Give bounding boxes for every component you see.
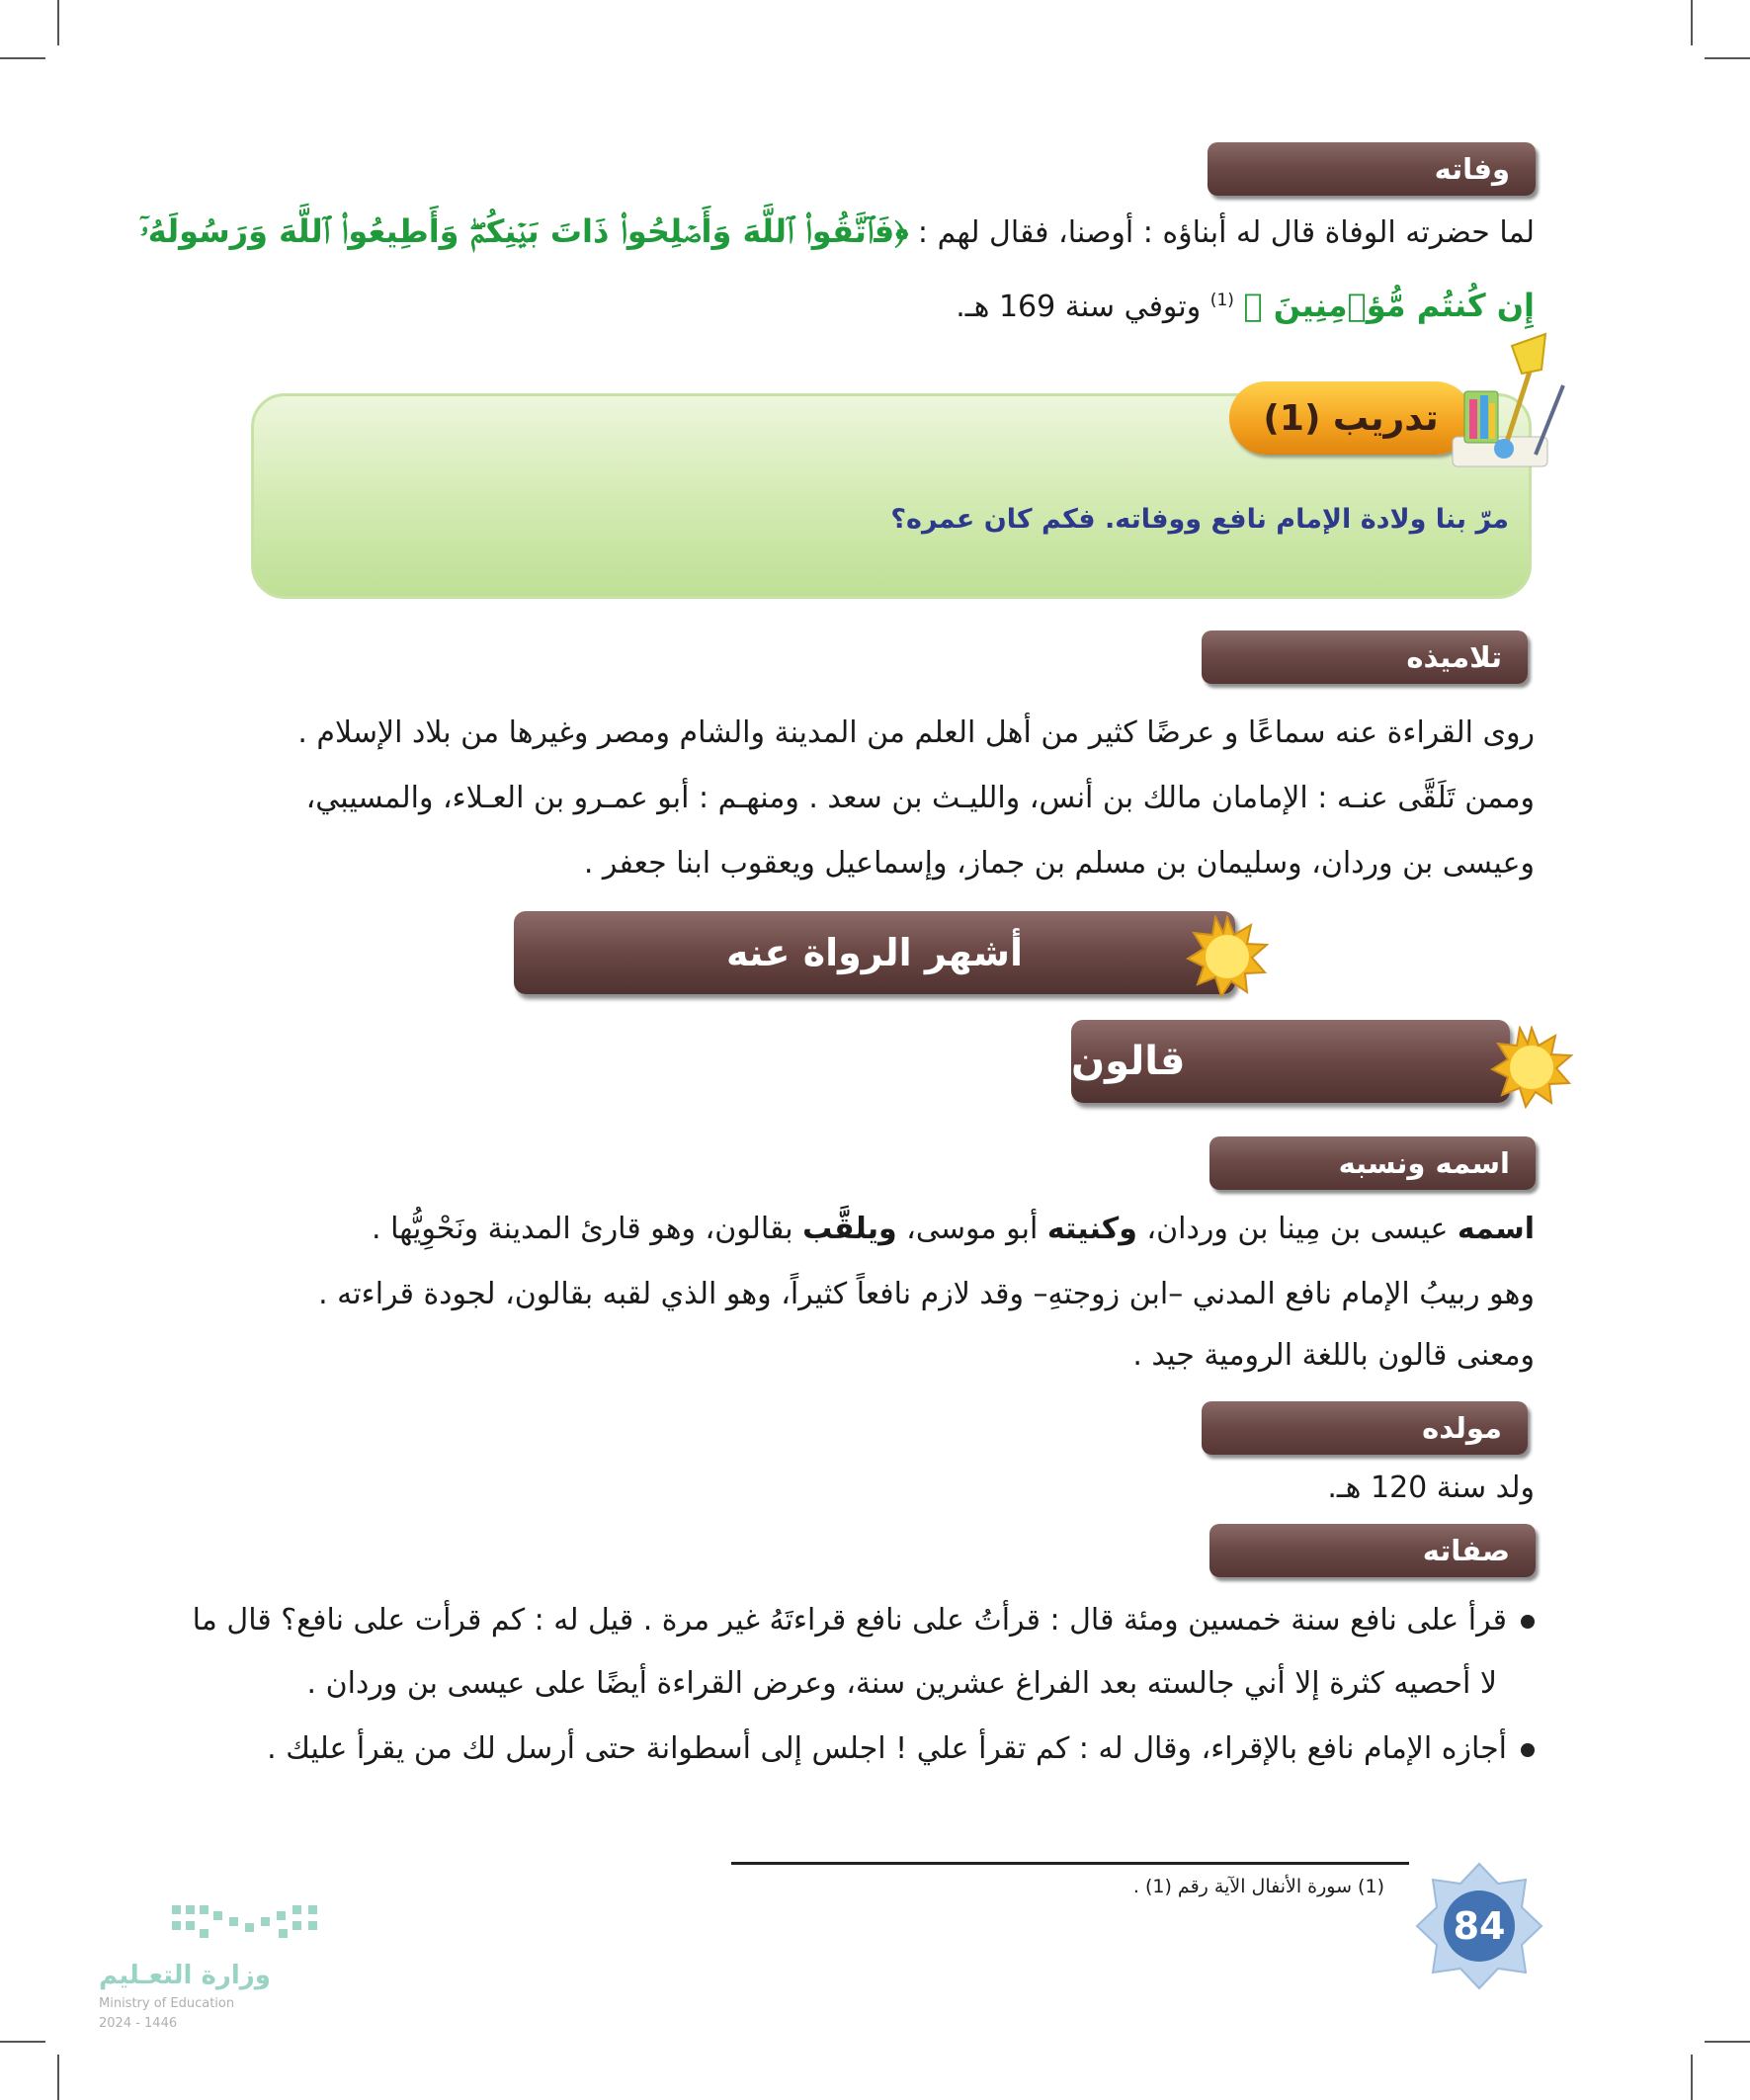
ministry-name-arabic: وزارة التعـليم [99, 1961, 271, 1990]
quran-verse-part-1: ﴿فَٱتَّقُوا۟ ٱللَّهَ وَأَصۡلِحُوا۟ ذَاتَ بَيۡنِكُمۡۖ وَأَطِيعُوا۟ ٱللَّهَ وَرَسُولَهُۥٓ [139, 212, 909, 250]
crop-mark [1691, 2055, 1693, 2100]
crop-mark [0, 57, 45, 59]
bullet-dot [1521, 1743, 1535, 1757]
crop-mark [1705, 57, 1750, 59]
traits-heading: صفاته [1209, 1524, 1536, 1577]
desk-lamp-icon [1443, 326, 1571, 474]
exercise-question: مرّ بنا ولادة الإمام نافع ووفاته. فكم كان عمره؟ [890, 504, 1509, 535]
quran-verse-part-2: إِن كُنتُم مُّؤۡمِنِينَ ﴾ [1243, 287, 1535, 324]
traits-bullet-2: أجازه الإمام نافع بالإقراء، وقال له : كم تقرأ علي ! اجلس إلى أسطوانة حتى أرسل لك من يقرأ عليك . [267, 1716, 1535, 1783]
page-number: 84 [1453, 1904, 1506, 1948]
crop-mark [1705, 2041, 1750, 2043]
name-line-1: اسمه عيسى بن مِينا بن وردان، وكنيته أبو موسى، ويلقَّب بقالون، وهو قارئ المدينة ونَحْوِيُّها . [372, 1212, 1535, 1246]
birth-text: ولد سنة 120 هـ. [1327, 1470, 1535, 1505]
sun-star-icon [1490, 1026, 1573, 1109]
name-line-2: وهو ربيبُ الإمام نافع المدني –ابن زوجتهِ– وقد لازم نافعاً كثيراً، وهو الذي لقبه بقالون، لجودة قراءته . [318, 1277, 1535, 1311]
traits-bullet-1-line-2: لا أحصيه كثرة إلا أني جالسته بعد الفراغ عشرين سنة، وعرض القراءة أيضًا على عيسى بن وردان . [306, 1666, 1497, 1701]
footnote-text: (1) سورة الأنفال الآية رقم (1) . [1132, 1876, 1384, 1897]
ministry-name-english: Ministry of Education [99, 1996, 235, 2011]
students-line-1: روى القراءة عنه سماعًا و عرضًا كثير من أهل العلم من المدينة والشام ومصر وغيرها من بلاد الإسلام . [297, 715, 1535, 750]
bullet-dot [1521, 1615, 1535, 1629]
crop-mark [57, 0, 59, 45]
footnote-separator [731, 1862, 1409, 1865]
students-line-2: وممن تَلَقَّى عنـه : الإمامان مالك بن أنس، والليـث بن سعد . ومنهـم : أبو عمـرو بن العـلاء، والمسيبي، [305, 781, 1535, 815]
death-line-2: إِن كُنتُم مُّؤۡمِنِينَ ﴾ $^{(1)}$ وتوفي سنة 169 هـ. [956, 287, 1535, 324]
ministry-logo-icon [170, 1901, 324, 1945]
ministry-year: 2024 - 1446 [99, 2016, 178, 2031]
crop-mark [1691, 0, 1693, 45]
birth-heading: مولده [1202, 1401, 1528, 1455]
narrators-banner: أشهر الرواة عنه [514, 911, 1235, 994]
name-heading: اسمه ونسبه [1209, 1136, 1536, 1190]
footnote-reference: (1) [1209, 291, 1234, 310]
death-line-1: لما حضرته الوفاة قال له أبناؤه : أوصنا، فقال لهم : ﴿فَٱتَّقُوا۟ ٱللَّهَ وَأَصۡلِحُوا۟ ذَاتَ بَيۡنِكُمۡۖ وَأَطِيعُوا۟ ٱللَّهَ وَرَسُولَهُۥٓ [139, 212, 1535, 250]
qalun-banner: قالون [1071, 1020, 1510, 1103]
traits-bullet-1-line-1: قرأ على نافع سنة خمسين ومئة قال : قرأتُ على نافع قراءتَهُ غير مرة . قيل له : كم قرأت على نافع؟ قال ما [193, 1587, 1535, 1654]
students-line-3: وعيسى بن وردان، وسليمان بن مسلم بن جماز، وإسماعيل ويعقوب ابنا جعفر . [583, 846, 1535, 881]
crop-mark [0, 2041, 45, 2043]
death-heading: وفاته [1208, 142, 1536, 196]
students-heading: تلاميذه [1202, 630, 1528, 684]
name-line-3: ومعنى قالون باللغة الرومية جيد . [1132, 1338, 1535, 1373]
crop-mark [57, 2055, 59, 2100]
sun-star-icon [1186, 915, 1269, 998]
exercise-badge: تدريب (1) [1229, 381, 1472, 455]
